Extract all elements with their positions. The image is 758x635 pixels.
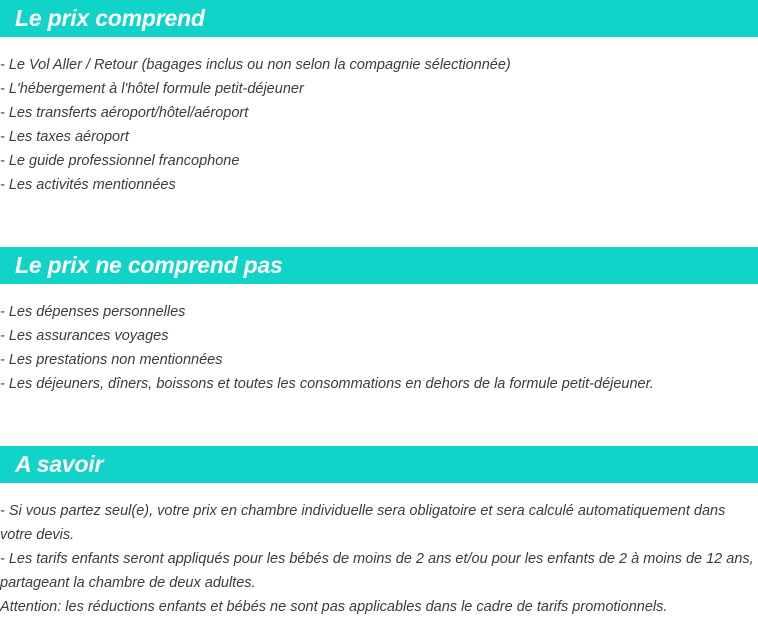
section-title-good-to-know: A savoir bbox=[15, 451, 104, 477]
list-item: - Le Vol Aller / Retour (bagages inclus ou non selon la compagnie sélectionnée) bbox=[0, 57, 511, 73]
list-item: - Les déjeuners, dîners, boissons et toutes les consommations en dehors de la formule petit-déjeuner. bbox=[0, 376, 654, 392]
list-item: - Les activités mentionnées bbox=[0, 177, 176, 193]
list-item: - Les assurances voyages bbox=[0, 328, 169, 344]
list-item: - Les prestations non mentionnées bbox=[0, 352, 223, 368]
list-item: - Le guide professionnel francophone bbox=[0, 153, 240, 169]
section-body-not-included bbox=[0, 300, 755, 396]
list-item: - L'hébergement à l'hôtel formule petit-déjeuner bbox=[0, 81, 304, 97]
list-item: - Si vous partez seul(e), votre prix en chambre individuelle sera obligatoire et sera calculé automatiquement dans votre devis. bbox=[0, 503, 726, 543]
list-item: - Les dépenses personnelles bbox=[0, 304, 186, 320]
section-body-good-to-know bbox=[0, 499, 755, 619]
section-body-included bbox=[0, 53, 755, 197]
section-header-not-included bbox=[0, 247, 758, 284]
list-item: - Les taxes aéroport bbox=[0, 129, 129, 145]
section-header-included bbox=[0, 0, 758, 37]
section-header-good-to-know bbox=[0, 446, 758, 483]
section-title-included: Le prix comprend bbox=[15, 5, 205, 31]
list-item: - Les tarifs enfants seront appliqués pour les bébés de moins de 2 ans et/ou pour les enfants de 2 à moins de 12 ans, partageant la chambre de deux adultes. bbox=[0, 551, 754, 591]
note-text: Attention: les réductions enfants et bébés ne sont pas applicables dans le cadre de tarifs promotionnels. bbox=[0, 599, 668, 615]
list-item: - Les transferts aéroport/hôtel/aéroport bbox=[0, 105, 249, 121]
section-title-not-included: Le prix ne comprend pas bbox=[15, 252, 283, 278]
